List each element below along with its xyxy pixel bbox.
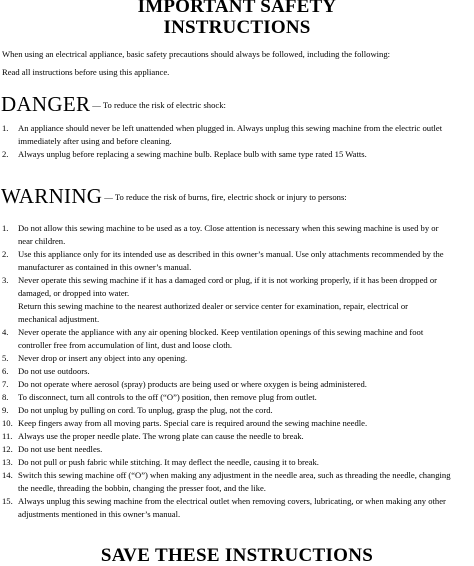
list-item-text: the needle, threading the bobbin, changing the presser foot, and the like. (18, 483, 266, 493)
list-item-number: 1. (2, 223, 9, 233)
list-item-text: Never drop or insert any object into any opening. (18, 353, 188, 363)
list-item (2, 404, 472, 417)
list-item-number: 13. (2, 457, 13, 467)
list-item-number: 15. (2, 496, 13, 506)
list-item-text: An appliance should never be left unattended when plugged in. Always unplug this sewing machine from the electric outlet (18, 123, 443, 133)
document-title (0, 0, 474, 38)
danger-title: DANGER (1, 92, 91, 116)
list-item-text: Always use the proper needle plate. The wrong plate can cause the needle to break. (18, 431, 304, 441)
list-item-number: 12. (2, 444, 13, 454)
title-line-1: IMPORTANT SAFETY (137, 0, 337, 17)
list-item (2, 122, 472, 148)
list-item-text: Return this sewing machine to the nearest authorized dealer or service center for examination, repair, electrical or (18, 301, 409, 311)
save-instructions-footer: SAVE THESE INSTRUCTIONS (100, 545, 374, 566)
warning-subtitle: — To reduce the risk of burns, fire, electric shock or injury to persons: (104, 192, 347, 202)
warning-heading (1, 184, 347, 209)
list-item (2, 430, 472, 443)
list-item (2, 222, 472, 248)
list-item (2, 248, 472, 274)
danger-subtitle: — To reduce the risk of electric shock: (92, 100, 226, 110)
list-item (2, 378, 472, 391)
list-item (2, 365, 472, 378)
list-item-text: Keep fingers away from all moving parts. Special care is required around the sewing machine needle. (18, 418, 368, 428)
list-item-number: 1. (2, 123, 9, 133)
list-item-number: 9. (2, 405, 9, 415)
list-item-number: 6. (2, 366, 9, 376)
list-item-text: Do not operate where aerosol (spray) products are being used or where oxygen is being administered. (18, 379, 367, 389)
list-item-number: 2. (2, 249, 9, 259)
list-item-text: Use this appliance only for its intended use as described in this owner’s manual. Use only attachments recommended by the (18, 249, 444, 259)
list-item (2, 326, 472, 352)
danger-list (2, 122, 472, 161)
list-item (2, 274, 472, 326)
warning-title: WARNING (1, 184, 103, 208)
list-item-text: near children. (18, 236, 66, 246)
list-item-text: Always unplug this sewing machine from the electrical outlet when removing covers, lubricating, or when making any other (18, 496, 446, 506)
list-item (2, 352, 472, 365)
intro-text (2, 45, 472, 81)
list-item-text: Do not use outdoors. (18, 366, 90, 376)
intro-line-1: When using an electrical appliance, basic safety precautions should always be followed, including the following: (2, 49, 391, 59)
list-item (2, 148, 472, 161)
list-item-text: controller free from accumulation of lint, dust and loose cloth. (18, 340, 233, 350)
list-item-text: adjustments mentioned in this owner’s manual. (18, 509, 181, 519)
list-item-text: Never operate the appliance with any air opening blocked. Keep ventilation openings of this sewing machine and foot (18, 327, 424, 337)
list-item-number: 7. (2, 379, 9, 389)
list-item-text: immediately after using and before cleaning. (18, 136, 172, 146)
list-item-number: 4. (2, 327, 9, 337)
list-item (2, 391, 472, 404)
list-item-text: mechanical adjustment. (18, 314, 100, 324)
list-item-number: 14. (2, 470, 13, 480)
list-item-number: 2. (2, 149, 9, 159)
danger-heading (1, 92, 226, 117)
list-item-number: 8. (2, 392, 9, 402)
list-item (2, 443, 472, 456)
list-item-number: 3. (2, 275, 9, 285)
list-item (2, 469, 472, 495)
intro-line-2: Read all instructions before using this appliance. (2, 67, 170, 77)
list-item (2, 495, 472, 521)
title-line-2: INSTRUCTIONS (163, 17, 311, 38)
list-item-text: manufacturer as contained in this owner’s manual. (18, 262, 192, 272)
list-item-text: To disconnect, turn all controls to the off (“O”) position, then remove plug from outlet. (18, 392, 317, 402)
list-item-number: 5. (2, 353, 9, 363)
warning-list (2, 222, 472, 521)
list-item-text: damaged, or dropped into water. (18, 288, 130, 298)
list-item-text: Never operate this sewing machine if it has a damaged cord or plug, if it is not working properly, if it has been dropped or (18, 275, 437, 285)
list-item-text: Always unplug before replacing a sewing machine bulb. Replace bulb with same type rated 15 Watts. (18, 149, 367, 159)
list-item-number: 11. (2, 431, 13, 441)
list-item (2, 417, 472, 430)
list-item-text: Do not pull or push fabric while stitching. It may deflect the needle, causing it to break. (18, 457, 319, 467)
list-item (2, 456, 472, 469)
list-item-text: Do not use bent needles. (18, 444, 103, 454)
list-item-text: Do not allow this sewing machine to be used as a toy. Close attention is necessary when this sewing machine is used by or (18, 223, 439, 233)
list-item-text: Switch this sewing machine off (“O”) when making any adjustment in the needle area, such as threading the needle, changing (18, 470, 451, 480)
list-item-text: Do not unplug by pulling on cord. To unplug, grasp the plug, not the cord. (18, 405, 273, 415)
list-item-number: 10. (2, 418, 13, 428)
